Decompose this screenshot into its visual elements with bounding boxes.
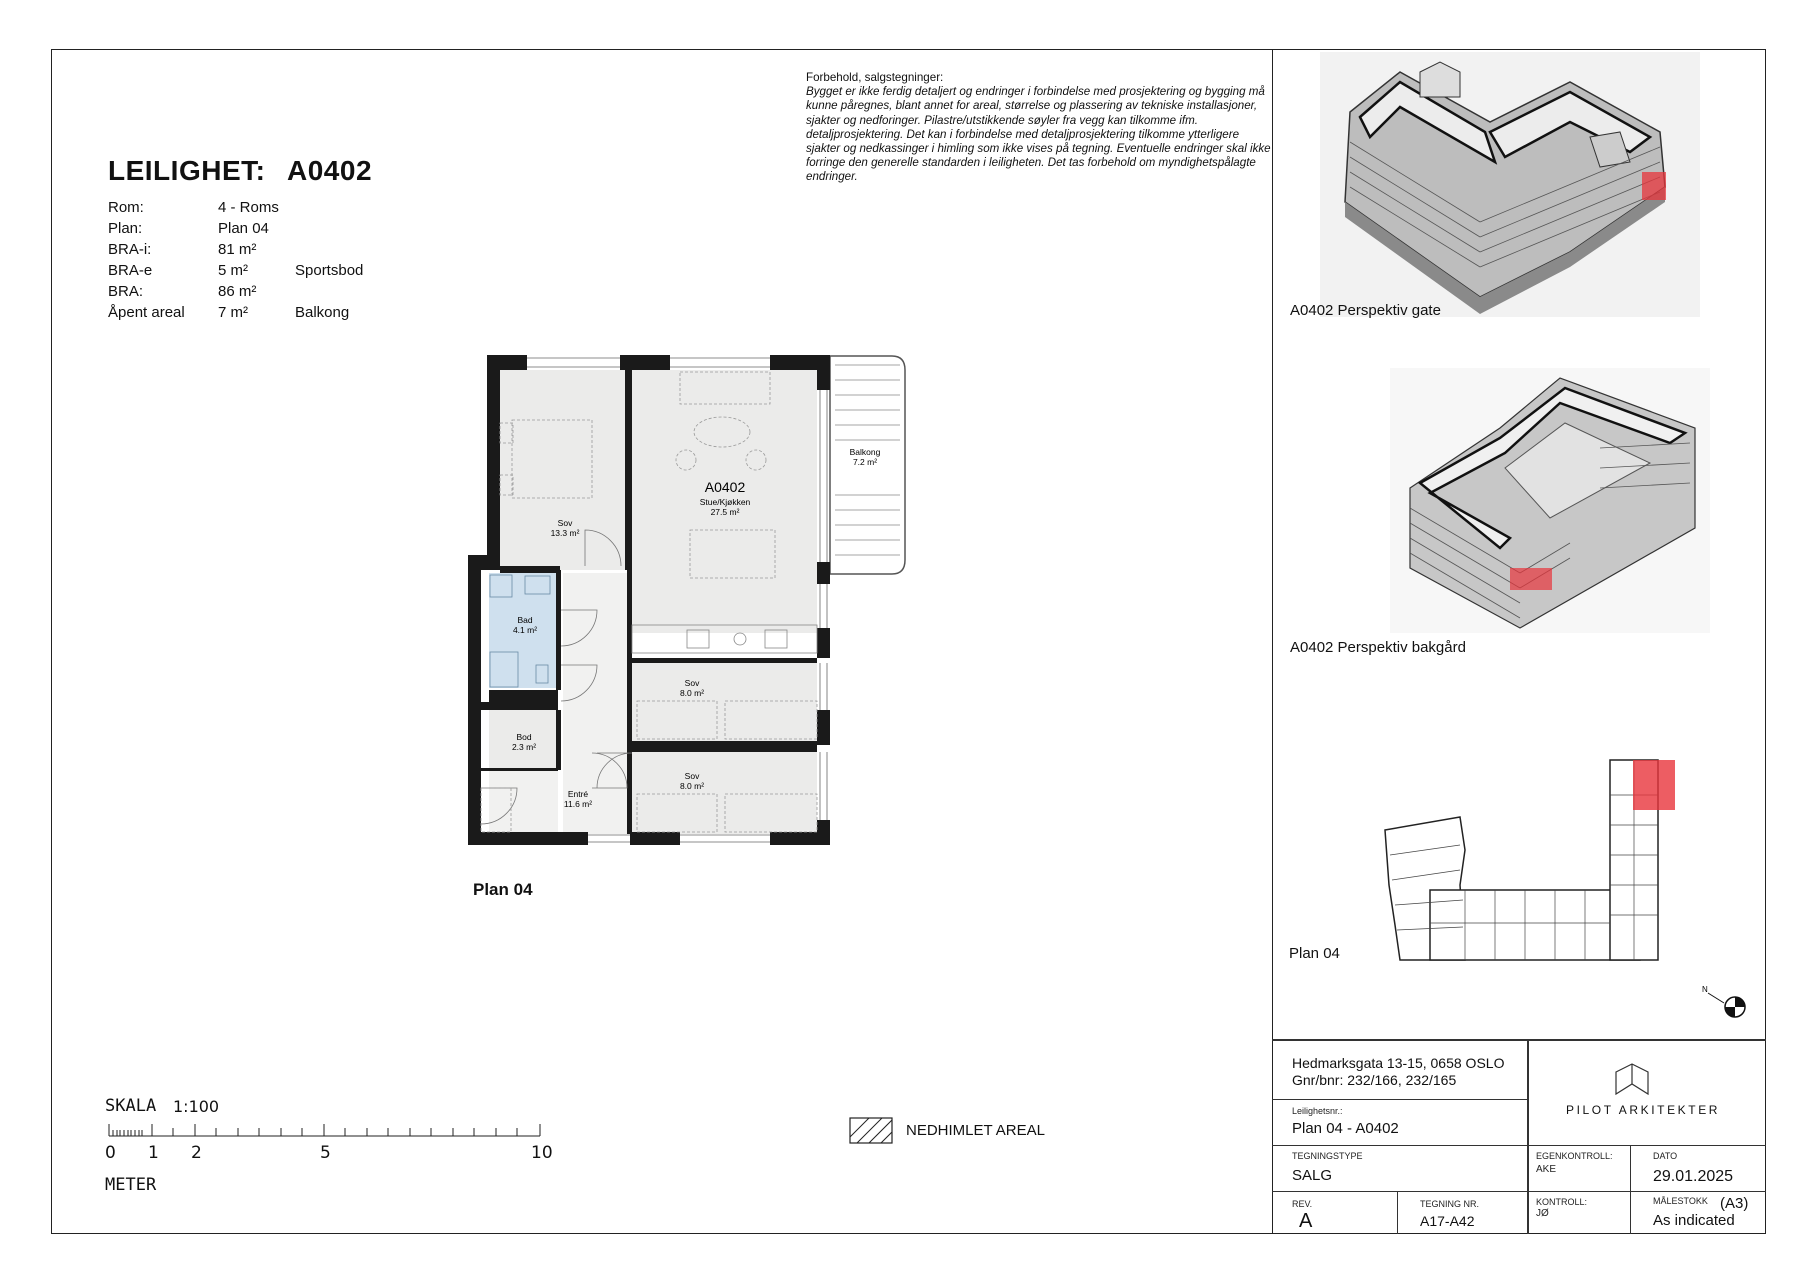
titleblock-rule-d	[1272, 1191, 1766, 1192]
drawing-number-label: TEGNING NR.	[1420, 1199, 1480, 1209]
control-value: JØ	[1536, 1208, 1549, 1219]
info-label-rooms: Rom:	[108, 199, 144, 216]
info-value-bra-e: 5 m²	[218, 262, 248, 279]
apartment-floorplan	[460, 345, 920, 850]
revision-label: REV.	[1292, 1199, 1313, 1209]
drawing-number-value: A17-A42	[1420, 1213, 1475, 1229]
storage-area: 2.3 m²	[511, 742, 537, 752]
balcony-area: 7.2 m²	[852, 457, 878, 467]
titleblock-rule-c	[1272, 1145, 1766, 1146]
perspective-street-caption: A0402 Perspektiv gate	[1290, 302, 1441, 319]
room-bedroom-1	[500, 370, 625, 570]
paper-size-value: (A3)	[1720, 1195, 1749, 1212]
bedroom-1-name: Sov	[557, 518, 573, 528]
perspective-street-image	[1320, 52, 1700, 317]
bedroom-3-area: 8.0 m²	[679, 781, 705, 791]
self-check-label: EGENKONTROLL:	[1536, 1151, 1613, 1161]
apartment-highlight-courtyard	[1510, 568, 1552, 590]
titleblock-top-rule	[1272, 1039, 1766, 1041]
titleblock-rule-b	[1272, 1099, 1527, 1100]
perspective-courtyard-image	[1390, 368, 1710, 633]
apartment-title-id: A0402	[287, 155, 373, 186]
self-check-value: AKE	[1536, 1164, 1557, 1175]
room-bedroom-3	[632, 752, 817, 834]
storage-name: Bod	[516, 732, 532, 742]
control-label: KONTROLL:	[1536, 1197, 1588, 1207]
date-value: 29.01.2025	[1653, 1168, 1734, 1185]
bedroom-2-area: 8.0 m²	[679, 688, 705, 698]
info-label-bra: BRA:	[108, 283, 144, 300]
room-bedroom-2	[632, 663, 817, 741]
scale-tick-10: 10	[531, 1143, 553, 1163]
hatched-area-label: NEDHIMLET AREAL	[906, 1122, 1045, 1139]
bathroom-area: 4.1 m²	[512, 625, 538, 635]
property-ids: Gnr/bnr: 232/166, 232/165	[1292, 1072, 1457, 1088]
entry-name: Entré	[567, 789, 589, 799]
info-label-open-area: Åpent areal	[108, 304, 185, 321]
scale-unit: METER	[105, 1175, 157, 1195]
bedroom-2-name: Sov	[684, 678, 700, 688]
living-room-area: 27.5 m²	[710, 507, 740, 517]
unit-number-value: Plan 04 - A0402	[1292, 1120, 1399, 1137]
hatched-area-swatch	[849, 1117, 894, 1145]
scale-label: SKALA	[105, 1096, 157, 1116]
scale-tick-1: 1	[148, 1143, 159, 1163]
unit-number-label: Leilighetsnr.:	[1292, 1106, 1343, 1116]
balcony-name: Balkong	[849, 447, 881, 457]
scale-tick-0: 0	[105, 1143, 116, 1163]
project-address: Hedmarksgata 13-15, 0658 OSLO	[1292, 1055, 1505, 1071]
svg-text:N: N	[1702, 985, 1708, 994]
scale-field-value: As indicated	[1653, 1212, 1735, 1229]
firm-logo-icon	[1614, 1062, 1650, 1096]
living-room-name: Stue/Kjøkken	[699, 497, 751, 507]
drawing-type-value: SALG	[1292, 1167, 1333, 1184]
apartment-highlight-keyplan	[1633, 760, 1675, 810]
info-value-plan: Plan 04	[218, 220, 269, 237]
scale-bar	[105, 1118, 550, 1146]
info-label-plan: Plan:	[108, 220, 143, 237]
date-label: DATO	[1653, 1151, 1678, 1161]
info-label-bra-e: BRA-e	[108, 262, 153, 279]
entry-area: 11.6 m²	[563, 799, 593, 809]
apartment-highlight-street	[1642, 172, 1666, 200]
key-plan-caption: Plan 04	[1289, 945, 1340, 962]
perspective-courtyard-caption: A0402 Perspektiv bakgård	[1290, 639, 1466, 656]
titleblock-vertical-rule-c	[1397, 1191, 1398, 1234]
living-room-id: A0402	[704, 479, 746, 495]
info-value-bra: 86 m²	[218, 283, 257, 300]
firm-name: PILOT ARKITEKTER	[1566, 1103, 1721, 1117]
bathroom-name: Bad	[517, 615, 533, 625]
info-value-rooms: 4 - Roms	[218, 199, 279, 216]
floorplan-caption: Plan 04	[473, 880, 533, 899]
north-arrow-icon	[1700, 983, 1750, 1023]
scale-field-label: MÅLESTOKK	[1653, 1196, 1708, 1206]
revision-value: A	[1299, 1210, 1313, 1232]
info-note-bra-e: Sportsbod	[295, 262, 364, 279]
scale-tick-5: 5	[320, 1143, 331, 1163]
scale-tick-2: 2	[191, 1143, 202, 1163]
disclaimer-body: Bygget er ikke ferdig detaljert og endringer i forbindelse med prosjektering og bygging må kunne påregnes, blant annet for areal, størrelse og plassering av tekniske installasjoner, sjakter og nedforinger. Pilastre/utstikkende søyler fra vegg kan tilkomme ifm. detaljprosjektering. Det kan i forbindelse med detaljprosjektering tilkomme ytterligere sjakter og nedkassinger i himling som ikke vises på tegning. Eventuelle endringer skal ikke forringe den generelle standarden i leiligheten. Det tas forbehold om myndighetspålagte endringer.	[806, 85, 1271, 184]
scale-ratio: 1:100	[173, 1097, 220, 1116]
key-plan-image	[1375, 755, 1695, 965]
apartment-title-label: LEILIGHET:	[108, 155, 266, 186]
apartment-info	[108, 199, 408, 324]
info-note-open-area: Balkong	[295, 304, 350, 321]
titleblock-vertical-rule-b	[1630, 1145, 1631, 1234]
disclaimer-heading: Forbehold, salgstegninger:	[806, 71, 944, 84]
info-value-open-area: 7 m²	[218, 304, 248, 321]
bedroom-1-area: 13.3 m²	[550, 528, 580, 538]
drawing-type-label: TEGNINGSTYPE	[1292, 1151, 1363, 1161]
info-value-bra-i: 81 m²	[218, 241, 257, 258]
bedroom-3-name: Sov	[684, 771, 700, 781]
info-label-bra-i: BRA-i:	[108, 241, 152, 258]
titleblock-vertical-rule-a	[1527, 1039, 1529, 1234]
disclaimer-block	[806, 71, 1276, 185]
